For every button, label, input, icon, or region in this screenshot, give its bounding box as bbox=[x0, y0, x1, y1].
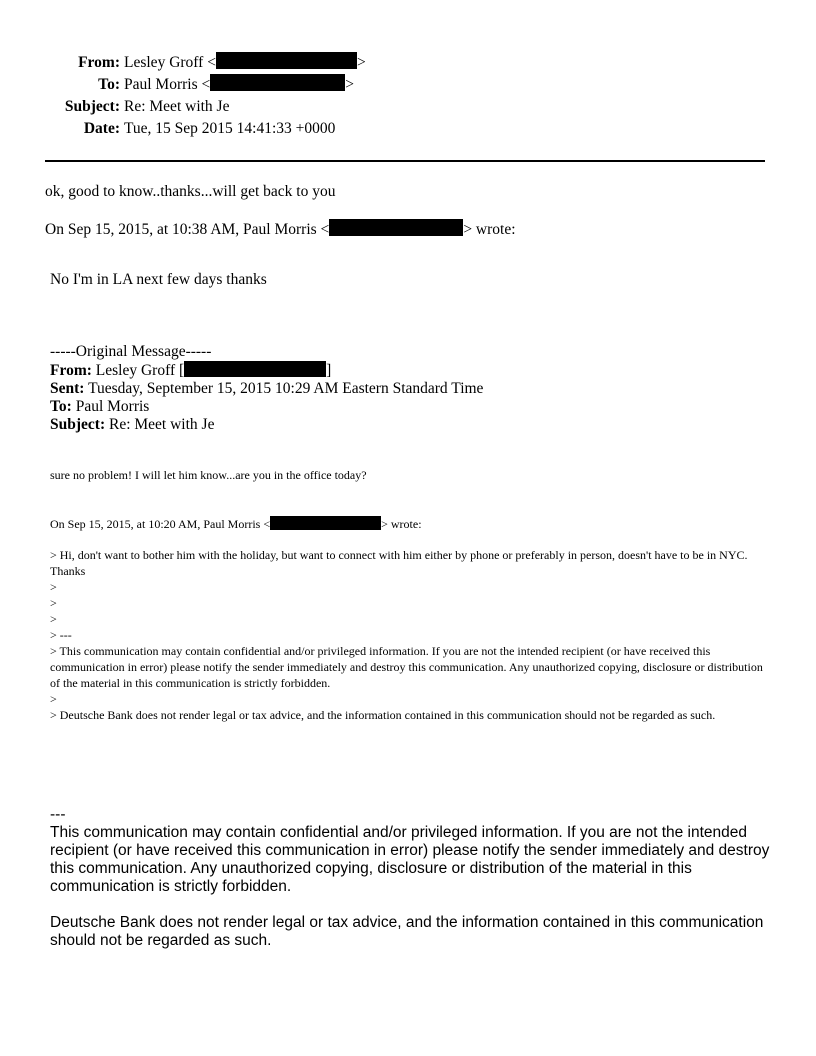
original-sent-row bbox=[50, 380, 483, 398]
quoted-lines bbox=[50, 547, 770, 723]
to-value bbox=[124, 74, 354, 96]
original-to-label: To: bbox=[50, 398, 72, 415]
footer-spacer bbox=[50, 896, 770, 914]
redacted-email bbox=[329, 219, 463, 236]
attribution-suffix: > wrote: bbox=[463, 221, 516, 238]
original-from-row bbox=[50, 361, 483, 380]
quoted-line: > bbox=[50, 612, 57, 626]
footer-disclaimer bbox=[50, 806, 770, 950]
quoted-line: > Deutsche Bank does not render legal or tax advice, and the information contained in this communication should not be regarded as such. bbox=[50, 708, 716, 722]
original-divider: -----Original Message----- bbox=[50, 343, 212, 360]
from-value bbox=[124, 52, 366, 74]
original-to-row bbox=[50, 398, 483, 416]
subject-value: Re: Meet with Je bbox=[124, 98, 230, 115]
original-sent-label: Sent: bbox=[50, 380, 85, 397]
original-from-label: From: bbox=[50, 362, 92, 379]
to-name: Paul Morris < bbox=[124, 76, 211, 93]
date-value: Tue, 15 Sep 2015 14:41:33 +0000 bbox=[124, 120, 336, 137]
quoted-message-1: No I'm in LA next few days thanks bbox=[50, 271, 267, 288]
original-message-header bbox=[50, 343, 483, 434]
from-label: From: bbox=[78, 54, 120, 71]
email-header bbox=[0, 52, 800, 140]
quoted-line: > --- bbox=[50, 628, 72, 642]
original-subject-label: Subject: bbox=[50, 416, 106, 433]
quote-attribution-1 bbox=[45, 219, 516, 239]
original-message-text: sure no problem! I will let him know...are you in the office today? bbox=[50, 468, 367, 482]
original-subject-row bbox=[50, 416, 483, 434]
redacted-email bbox=[184, 361, 326, 377]
quoted-line: > bbox=[50, 580, 57, 594]
from-name: Lesley Groff < bbox=[124, 54, 216, 71]
quoted-line: > bbox=[50, 596, 57, 610]
quoted-line: > This communication may contain confidential and/or privileged information. If you are not the intended recipient (or have received this communication in error) please notify the sender immediately and destroy this communication. Any unauthorized copying, disclosure or distribution of the material in this communication is strictly forbidden. bbox=[50, 644, 763, 690]
footer-confidentiality: This communication may contain confidential and/or privileged information. If you are not the intended recipient (or have received this communication in error) please notify the sender immediately and destroy this communication. Any unauthorized copying, disclosure or distribution of the material in this communication is strictly forbidden. bbox=[50, 824, 770, 895]
header-date-row bbox=[0, 118, 800, 140]
attribution-prefix: On Sep 15, 2015, at 10:20 AM, Paul Morris < bbox=[50, 517, 271, 531]
original-sent-value: Tuesday, September 15, 2015 10:29 AM Eastern Standard Time bbox=[88, 380, 484, 397]
attribution-prefix: On Sep 15, 2015, at 10:38 AM, Paul Morris < bbox=[45, 221, 330, 238]
original-from-value: Lesley Groff [ bbox=[95, 362, 185, 379]
original-to-value: Paul Morris bbox=[75, 398, 150, 415]
reply-text: ok, good to know..thanks...will get back to you bbox=[45, 183, 336, 200]
redacted-email bbox=[210, 74, 345, 91]
header-divider bbox=[45, 160, 765, 162]
original-from-close: ] bbox=[326, 362, 332, 379]
redacted-email bbox=[216, 52, 357, 69]
from-close: > bbox=[356, 54, 366, 71]
footer-divider: --- bbox=[50, 806, 66, 823]
subject-label: Subject: bbox=[64, 98, 120, 115]
footer-legal: Deutsche Bank does not render legal or tax advice, and the information contained in this communication should not be regarded as such. bbox=[50, 914, 764, 949]
to-label: To: bbox=[98, 76, 120, 93]
quote-attribution-2 bbox=[50, 516, 422, 532]
original-subject-value: Re: Meet with Je bbox=[108, 416, 215, 433]
to-close: > bbox=[345, 76, 354, 93]
redacted-email bbox=[270, 516, 381, 530]
quoted-line: > bbox=[50, 692, 57, 706]
attribution-suffix: > wrote: bbox=[381, 517, 422, 531]
header-from-row bbox=[0, 52, 800, 74]
header-subject-row bbox=[0, 96, 800, 118]
header-to-row bbox=[0, 74, 800, 96]
date-label: Date: bbox=[83, 120, 120, 137]
quoted-line: > Hi, don't want to bother him with the holiday, but want to connect with him either by phone or preferably in person, doesn't have to be in NYC. Thanks bbox=[50, 548, 748, 578]
